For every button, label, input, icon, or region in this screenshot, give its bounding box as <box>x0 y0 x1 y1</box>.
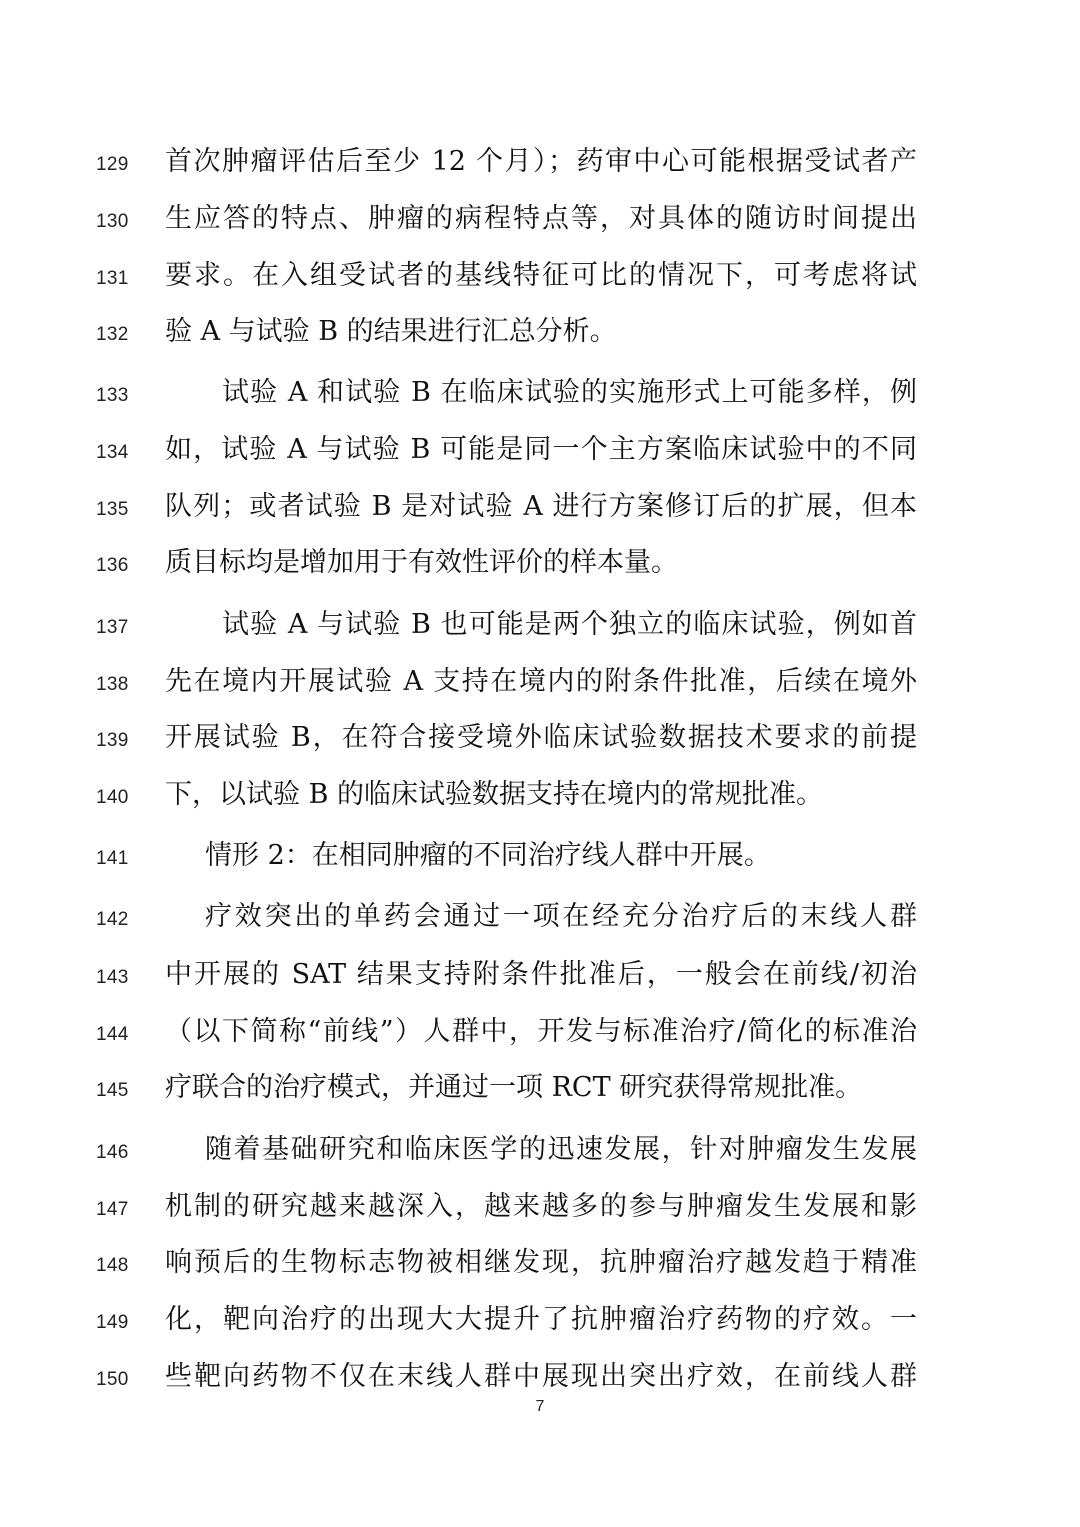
line-number: 144 <box>96 1024 129 1045</box>
line-number: 143 <box>96 967 129 988</box>
document-line <box>0 487 1080 535</box>
document-line <box>0 662 1080 710</box>
line-text: 首次肿瘤评估后至少 12 个月）；药审中心可能根据受试者产 <box>165 146 917 177</box>
line-number: 137 <box>96 617 129 638</box>
line-text: 机制的研究越来越深入，越来越多的参与肿瘤发生发展和影 <box>165 1191 917 1222</box>
document-line <box>0 897 1080 945</box>
line-number: 150 <box>96 1369 129 1390</box>
line-text: 响预后的生物标志物被相继发现，抗肿瘤治疗越发趋于精准 <box>165 1247 917 1278</box>
document-line <box>0 199 1080 247</box>
line-text: 试验 A 和试验 B 在临床试验的实施形式上可能多样，例 <box>222 377 917 408</box>
line-number: 148 <box>96 1255 129 1276</box>
document-line <box>0 142 1080 190</box>
line-number: 145 <box>96 1080 129 1101</box>
line-text: 疗联合的治疗模式，并通过一项 RCT 研究获得常规批准。 <box>165 1072 863 1103</box>
line-text: 疗效突出的单药会通过一项在经充分治疗后的末线人群 <box>205 901 917 932</box>
line-text: 化，靶向治疗的出现大大提升了抗肿瘤治疗药物的疗效。一 <box>165 1304 917 1335</box>
document-line <box>0 1012 1080 1060</box>
line-text: 些靶向药物不仅在末线人群中展现出突出疗效，在前线人群 <box>165 1361 917 1392</box>
line-text: 验 A 与试验 B 的结果进行汇总分析。 <box>165 316 617 347</box>
document-line <box>0 373 1080 421</box>
line-text: 要求。在入组受试者的基线特征可比的情况下，可考虑将试 <box>165 260 917 291</box>
line-number: 142 <box>96 909 129 930</box>
document-line <box>0 718 1080 766</box>
line-text: 试验 A 与试验 B 也可能是两个独立的临床试验，例如首 <box>222 609 917 640</box>
document-line <box>0 955 1080 1003</box>
line-text: 下，以试验 B 的临床试验数据支持在境内的常规批准。 <box>165 779 824 810</box>
line-number: 140 <box>96 787 129 808</box>
line-text: 如，试验 A 与试验 B 可能是同一个主方案临床试验中的不同 <box>165 434 917 465</box>
line-number: 147 <box>96 1199 129 1220</box>
line-text: （以下简称“前线”）人群中，开发与标准治疗/简化的标准治 <box>165 1016 917 1047</box>
line-number: 134 <box>96 442 129 463</box>
line-number: 138 <box>96 674 129 695</box>
line-text: 先在境内开展试验 A 支持在境内的附条件批准，后续在境外 <box>165 666 917 697</box>
line-number: 132 <box>96 324 129 345</box>
line-text: 队列；或者试验 B 是对试验 A 进行方案修订后的扩展，但本 <box>165 491 917 522</box>
document-line <box>0 312 1080 360</box>
document-line <box>0 605 1080 653</box>
line-number: 139 <box>96 730 129 751</box>
line-number: 146 <box>96 1142 129 1163</box>
document-line <box>0 1068 1080 1116</box>
line-number: 129 <box>96 154 129 175</box>
line-text: 生应答的特点、肿瘤的病程特点等，对具体的随访时间提出 <box>165 203 917 234</box>
document-line <box>0 1243 1080 1291</box>
page-number: 7 <box>535 1398 545 1415</box>
line-number: 135 <box>96 499 129 520</box>
document-line <box>0 1187 1080 1235</box>
document-line <box>0 1130 1080 1178</box>
document-line <box>0 1300 1080 1348</box>
line-number: 130 <box>96 211 129 232</box>
document-line <box>0 775 1080 823</box>
line-text: 情形 2：在相同肿瘤的不同治疗线人群中开展。 <box>205 840 771 871</box>
line-number: 149 <box>96 1312 129 1333</box>
line-text: 随着基础研究和临床医学的迅速发展，针对肿瘤发生发展 <box>205 1134 917 1165</box>
line-number: 131 <box>96 268 129 289</box>
document-line <box>0 430 1080 478</box>
document-line <box>0 836 1080 884</box>
line-text: 中开展的 SAT 结果支持附条件批准后，一般会在前线/初治 <box>165 959 917 990</box>
document-line <box>0 543 1080 591</box>
line-text: 开展试验 B，在符合接受境外临床试验数据技术要求的前提 <box>165 722 917 753</box>
line-number: 136 <box>96 555 129 576</box>
line-text: 质目标均是增加用于有效性评价的样本量。 <box>165 547 678 578</box>
document-line <box>0 256 1080 304</box>
line-number: 141 <box>96 848 129 869</box>
line-number: 133 <box>96 385 129 406</box>
